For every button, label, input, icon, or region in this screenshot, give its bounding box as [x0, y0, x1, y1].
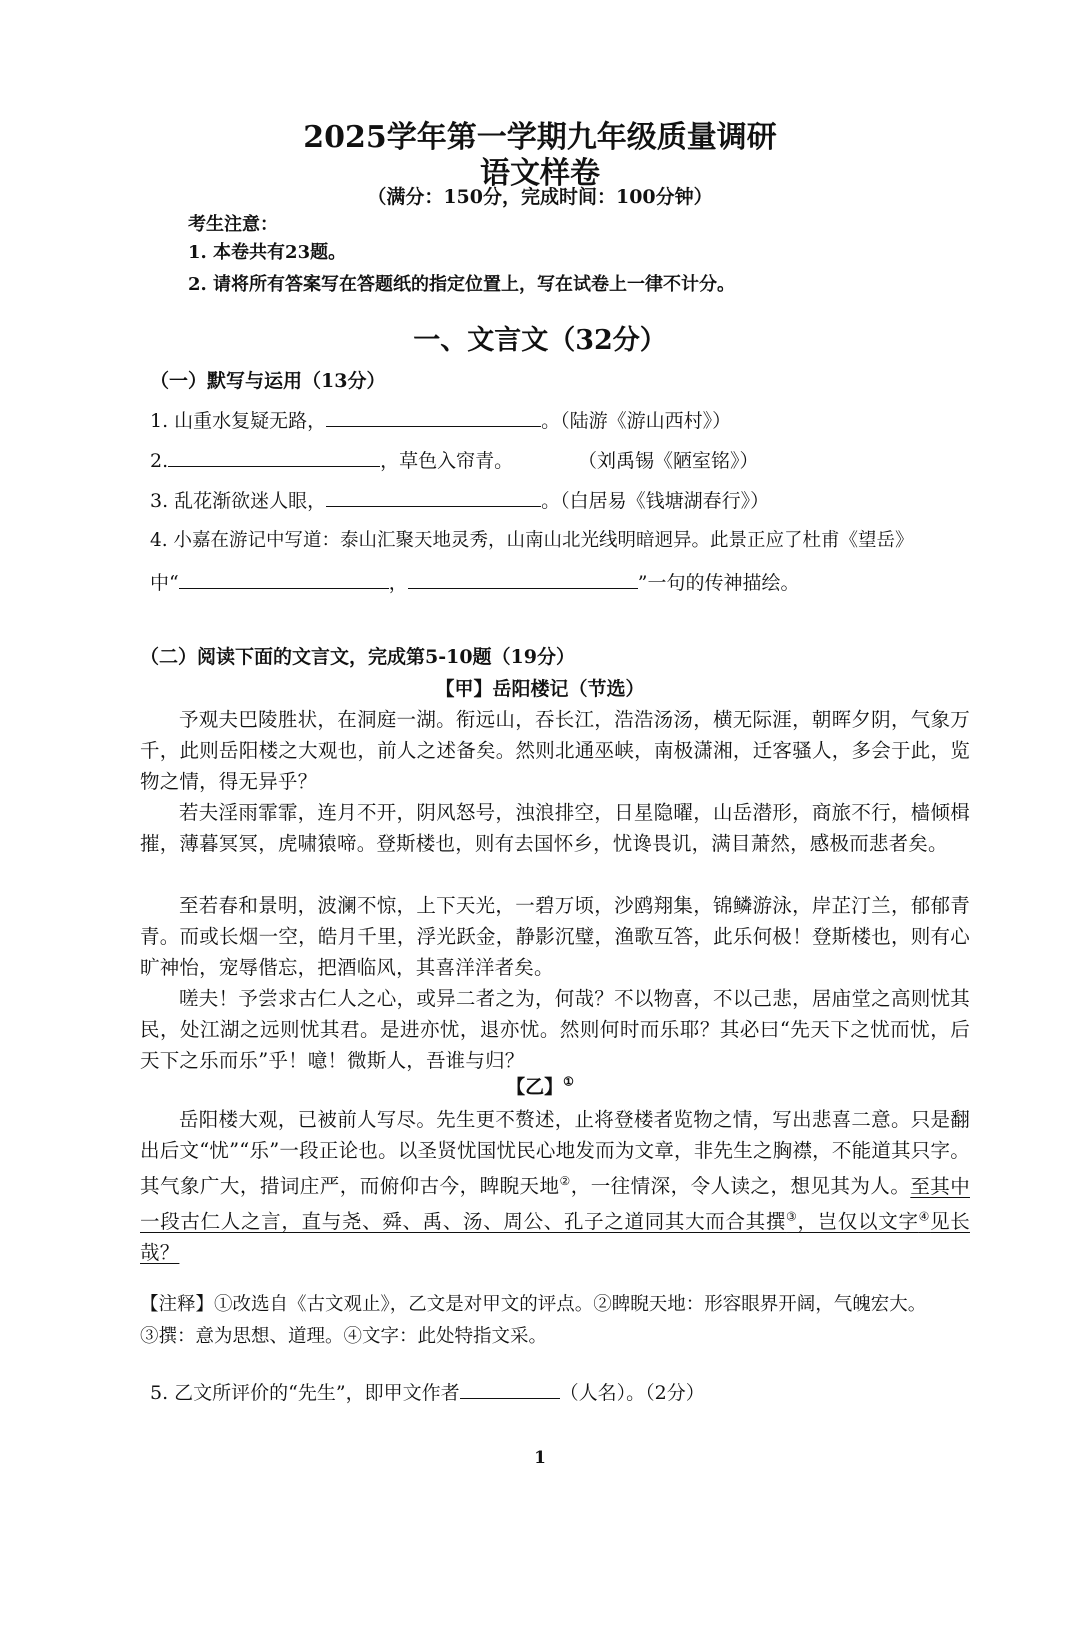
answer-blank-4a[interactable]: [179, 570, 389, 589]
question-4-line-2: [150, 568, 799, 595]
annotation-line-1: 【注释】①改选自《古文观止》，乙文是对甲文的评点。②睥睨天地：形容眼界开阔，气魄宏大。: [140, 1294, 927, 1315]
passage-jia-paragraph-2: 若夫淫雨霏霏，连月不开，阴风怒号，浊浪排空，日星隐曜，山岳潜形，商旅不行，樯倾楫摧，薄暮冥冥，虎啸猿啼。登斯楼也，则有去国怀乡，忧谗畏讥，满目萧然，感极而悲者矣。: [140, 801, 970, 855]
question-5-suffix: （人名）。（2分）: [559, 1382, 705, 1404]
passage-jia-paragraph-3: 至若春和景明，波澜不惊，上下天光，一碧万顷，沙鸥翔集，锦鳞游泳，岸芷汀兰，郁郁青青。而或长烟一空，皓月千里，浮光跃金，静影沉璧，渔歌互答，此乐何极！登斯楼也，则有心旷神怡，宠辱偕忘，把酒临风，其喜洋洋者矣。: [140, 894, 970, 979]
answer-blank-2[interactable]: [168, 448, 380, 467]
question-5-prefix: 5. 乙文所评价的“先生”，即甲文作者: [150, 1382, 460, 1404]
part-1-heading: （一）默写与运用（13分）: [150, 370, 386, 392]
underlined-text-b: ，岂仅以文字: [797, 1210, 919, 1233]
passage-yi-text-b: ，一往情深，令人读之，想见其为人。: [570, 1174, 911, 1198]
question-1-suffix: 。（陆游《游山西村》）: [541, 410, 732, 432]
passage-yi-label: 【乙】: [506, 1076, 564, 1098]
footnote-mark-2: ②: [559, 1174, 571, 1188]
part-2-heading: （二）阅读下面的文言文，完成第5-10题（19分）: [140, 646, 575, 668]
underlined-text-a: 至其中一段古仁人之言，直与尧、舜、禹、汤、周公、孔子之道同其大而合其撰: [140, 1174, 970, 1233]
underlined-text-c: 见长哉？: [140, 1210, 970, 1264]
question-2-suffix: ，草色入帘青。: [380, 450, 514, 472]
question-1-prefix: 1. 山重水复疑无路，: [150, 410, 327, 432]
exam-subtitle: 语文样卷: [480, 156, 600, 191]
footnote-mark-1: ①: [563, 1074, 574, 1089]
passage-yi-paragraph: [140, 1104, 970, 1268]
answer-blank-4b[interactable]: [408, 570, 638, 589]
exam-title: 2025学年第一学期九年级质量调研: [303, 120, 777, 155]
passage-yi-title: [0, 1072, 1080, 1099]
question-2-prefix: 2.: [150, 450, 169, 472]
footnote-mark-4: ④: [918, 1209, 931, 1224]
question-5: [150, 1378, 705, 1405]
passage-jia-paragraph-4: 嗟夫！予尝求古仁人之心，或异二者之为，何哉？不以物喜，不以己悲，居庙堂之高则忧其民，处江湖之远则忧其君。是进亦忧，退亦忧。然则何时而乐耶？其必曰“先天下之忧而忧，后天下之乐而乐”乎！噫！微斯人，吾谁与归？: [140, 987, 970, 1072]
question-2: [150, 446, 513, 473]
question-4-comma: ，: [388, 572, 408, 594]
section-1-title: 一、文言文（32分）: [413, 325, 667, 356]
answer-blank-3[interactable]: [326, 488, 541, 507]
question-3: [150, 486, 769, 513]
passage-yi-text-a: 岳阳楼大观，已被前人写尽。先生更不赘述，止将登楼者览物之情，写出悲喜二意。只是翻出后文“忧”“乐”一段正论也。以圣贤忧国忧民心地发而为文章，非先生之胸襟，不能道其只字。其气象广大，措词庄严，而俯仰古今，睥睨天地: [140, 1108, 970, 1198]
passage-jia-title: 【甲】岳阳楼记（节选）: [435, 678, 645, 700]
question-4-prefix: 中“: [150, 572, 179, 594]
question-3-prefix: 3. 乱花渐欲迷人眼，: [150, 490, 327, 512]
question-1: [150, 406, 731, 433]
question-2-source: （刘禹锡《陋室铭》）: [578, 450, 759, 472]
notice-item-2: 2. 请将所有答案写在答题纸的指定位置上，写在试卷上一律不计分。: [188, 274, 736, 295]
footnote-mark-3: ③: [786, 1209, 798, 1224]
notice-heading: 考生注意：: [188, 214, 278, 235]
question-3-suffix: 。（白居易《钱塘湖春行》）: [541, 490, 770, 512]
passage-jia-paragraph-1: 予观夫巴陵胜状，在洞庭一湖。衔远山，吞长江，浩浩汤汤，横无际涯，朝晖夕阴，气象万千，此则岳阳楼之大观也，前人之述备矣。然则北通巫峡，南极潇湘，迁客骚人，多会于此，览物之情，得无异乎？: [140, 708, 970, 793]
score-time: （满分：150分，完成时间：100分钟）: [367, 186, 713, 208]
question-4-suffix: ”一句的传神描绘。: [637, 572, 800, 594]
notice-item-1: 1. 本卷共有23题。: [188, 242, 347, 263]
page-number: 1: [534, 1448, 546, 1468]
annotation-line-2: ③撰：意为思想、道理。④文字：此处特指文采。: [140, 1326, 548, 1347]
question-4-line-1: 4. 小嘉在游记中写道：泰山汇聚天地灵秀，山南山北光线明暗迥异。此景正应了杜甫《望岳》: [150, 530, 914, 551]
answer-blank-5[interactable]: [460, 1380, 560, 1399]
answer-blank-1[interactable]: [326, 408, 541, 427]
